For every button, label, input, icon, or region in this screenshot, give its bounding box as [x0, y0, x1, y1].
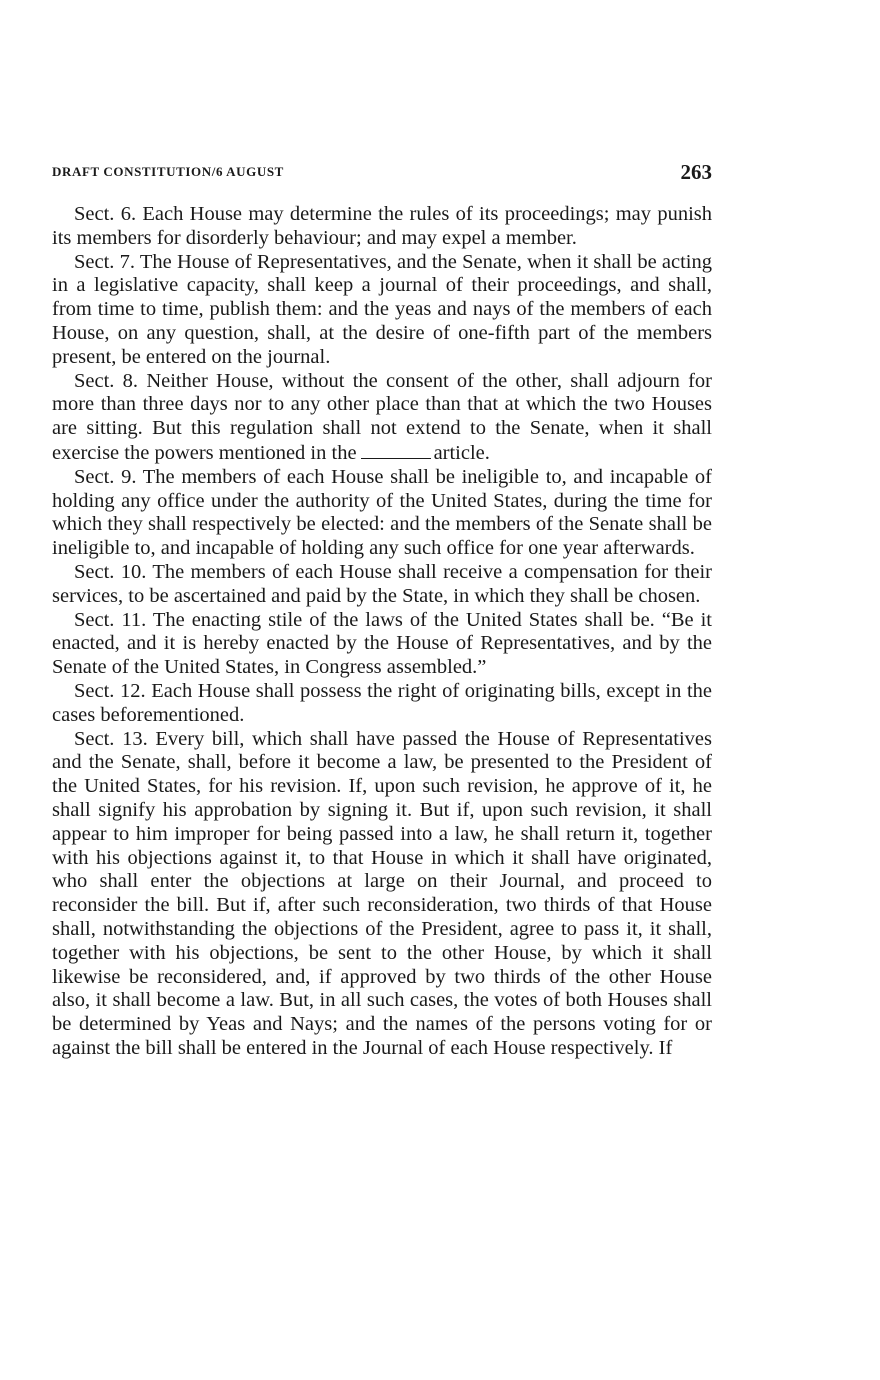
section-11: Sect. 11. The enacting stile of the laws of the United States shall be. “Be it enacted, and it is hereby enacted by the House of Representatives, and by the Senate of the United States, in Congress assembled.” [52, 608, 712, 679]
body-text [52, 203, 712, 1061]
section-8-text-end: article. [433, 441, 490, 464]
blank-line [361, 441, 431, 459]
section-10: Sect. 10. The members of each House shall receive a compensation for their services, to be ascertained and paid by the State, in which they shall be chosen. [52, 560, 712, 607]
section-8-text: Sect. 8. Neither House, without the consent of the other, shall adjourn for more than three days nor to any other place than that at which the two Houses are sitting. But this regulation shall not extend to the Senate, when it shall exercise the powers mentioned in the [52, 369, 712, 464]
running-head: DRAFT CONSTITUTION/6 AUGUST [52, 164, 284, 179]
section-7: Sect. 7. The House of Representatives, and the Senate, when it shall be acting in a legislative capacity, shall keep a journal of their proceedings, and shall, from time to time, publish them: and the yeas and nays of the members of each House, on any question, shall, at the desire of one-fifth part of the members present, be entered on the journal. [52, 250, 712, 368]
section-12: Sect. 12. Each House shall possess the right of originating bills, except in the cases beforementioned. [52, 679, 712, 726]
section-6: Sect. 6. Each House may determine the rules of its proceedings; may punish its members for disorderly behaviour; and may expel a member. [52, 203, 712, 249]
page-header [52, 160, 712, 184]
section-8 [52, 370, 712, 466]
section-13: Sect. 13. Every bill, which shall have passed the House of Representatives and the Senate, shall, before it become a law, be presented to the President of the United States, for his revision. If, upon such revision, he approve of it, he shall signify his approbation by signing it. But if, upon such revision, it shall appear to him improper for being passed into a law, he shall return it, together with his objections against it, to that House in which it shall have originated, who shall enter the objections at large on their Journal, and proceed to reconsider the bill. But if, after such reconsideration, two thirds of that House shall, notwithstanding the objections of the President, agree to pass it, it shall, together with his objections, be sent to the other House, by which it shall likewise be reconsidered, and, if approved by two thirds of the other House also, it shall become a law. But, in all such cases, the votes of both Houses shall be determined by Yeas and Nays; and the names of the persons voting for or against the bill shall be entered in the Journal of each House respectively. If [52, 727, 712, 1059]
section-9: Sect. 9. The members of each House shall be ineligible to, and incapable of holding any office under the authority of the United States, during the time for which they shall respectively be elected: and the members of the Senate shall be ineligible to, and incapable of holding any such office for one year afterwards. [52, 465, 712, 560]
page-number: 263 [680, 160, 712, 184]
